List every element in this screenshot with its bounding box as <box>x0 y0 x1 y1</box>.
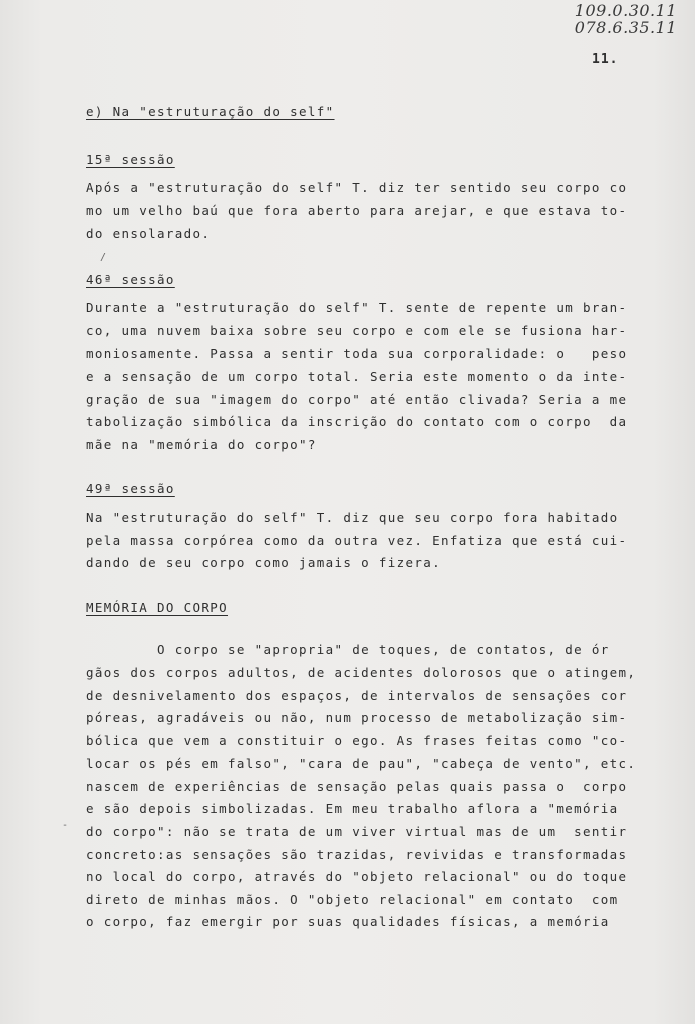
paragraph-line: Na "estruturação do self" T. diz que seu corpo fora habitado <box>86 510 619 525</box>
paragraph-line: e a sensação de um corpo total. Seria este momento o da inte- <box>86 369 628 384</box>
session-46-heading: 46ª sessão <box>86 272 175 287</box>
paragraph-line: locar os pés em falso", "cara de pau", "cabeça de vento", etc. <box>86 756 637 771</box>
margin-mark: - <box>62 820 69 831</box>
paragraph-line: mãe na "memória do corpo"? <box>86 437 317 452</box>
paragraph-line: o corpo, faz emergir por suas qualidades físicas, a memória <box>86 914 610 929</box>
paragraph-line: e são depois simbolizadas. Em meu trabalho aflora a "memória <box>86 801 619 816</box>
archive-code-line: 078.6.35.11 <box>574 18 677 37</box>
paragraph-line: pela massa corpórea como da outra vez. Enfatiza que está cui- <box>86 533 628 548</box>
paragraph-line: co, uma nuvem baixa sobre seu corpo e com ele se fusiona har- <box>86 323 628 338</box>
paragraph-line: O corpo se "apropria" de toques, de contatos, de ór <box>86 642 610 657</box>
paragraph-line: gãos dos corpos adultos, de acidentes dolorosos que o atingem, <box>86 665 637 680</box>
session-49-heading: 49ª sessão <box>86 481 175 496</box>
paragraph-line: bólica que vem a constituir o ego. As frases feitas como "co- <box>86 733 628 748</box>
paragraph-line: do ensolarado. <box>86 226 211 241</box>
section-e-title: e) Na "estruturação do self" <box>86 104 335 119</box>
paragraph-line: póreas, agradáveis ou não, num processo de metabolização sim- <box>86 710 628 725</box>
page-number: 11. <box>592 52 619 67</box>
paragraph-line: no local do corpo, através do "objeto relacional" ou do toque <box>86 869 628 884</box>
paragraph-line: Durante a "estruturação do self" T. sente de repente um bran- <box>86 300 628 315</box>
archive-code-line: 109.0.30.11 <box>574 1 677 20</box>
paragraph-line: gração de sua "imagem do corpo" até então clivada? Seria a me <box>86 392 628 407</box>
paragraph-line: mo um velho baú que fora aberto para arejar, e que estava to- <box>86 203 628 218</box>
session-15-heading: 15ª sessão <box>86 152 175 167</box>
paragraph-line: Após a "estruturação do self" T. diz ter sentido seu corpo co <box>86 180 628 195</box>
paragraph-line: de desnivelamento dos espaços, de intervalos de sensações cor <box>86 688 628 703</box>
memoria-heading: MEMÓRIA DO CORPO <box>86 600 229 615</box>
paragraph-line: moniosamente. Passa a sentir toda sua corporalidade: o peso <box>86 346 628 361</box>
paragraph-line: direto de minhas mãos. O "objeto relacional" em contato com <box>86 892 619 907</box>
margin-mark: / <box>100 252 107 263</box>
paragraph-line: tabolização simbólica da inscrição do contato com o corpo da <box>86 414 628 429</box>
paragraph-line: do corpo": não se trata de um viver virtual mas de um sentir <box>86 824 628 839</box>
archive-code <box>557 2 677 36</box>
paragraph-line: concreto:as sensações são trazidas, revividas e transformadas <box>86 847 628 862</box>
paragraph-line: dando de seu corpo como jamais o fizera. <box>86 555 442 570</box>
paragraph-line: nascem de experiências de sensação pelas quais passa o corpo <box>86 779 628 794</box>
